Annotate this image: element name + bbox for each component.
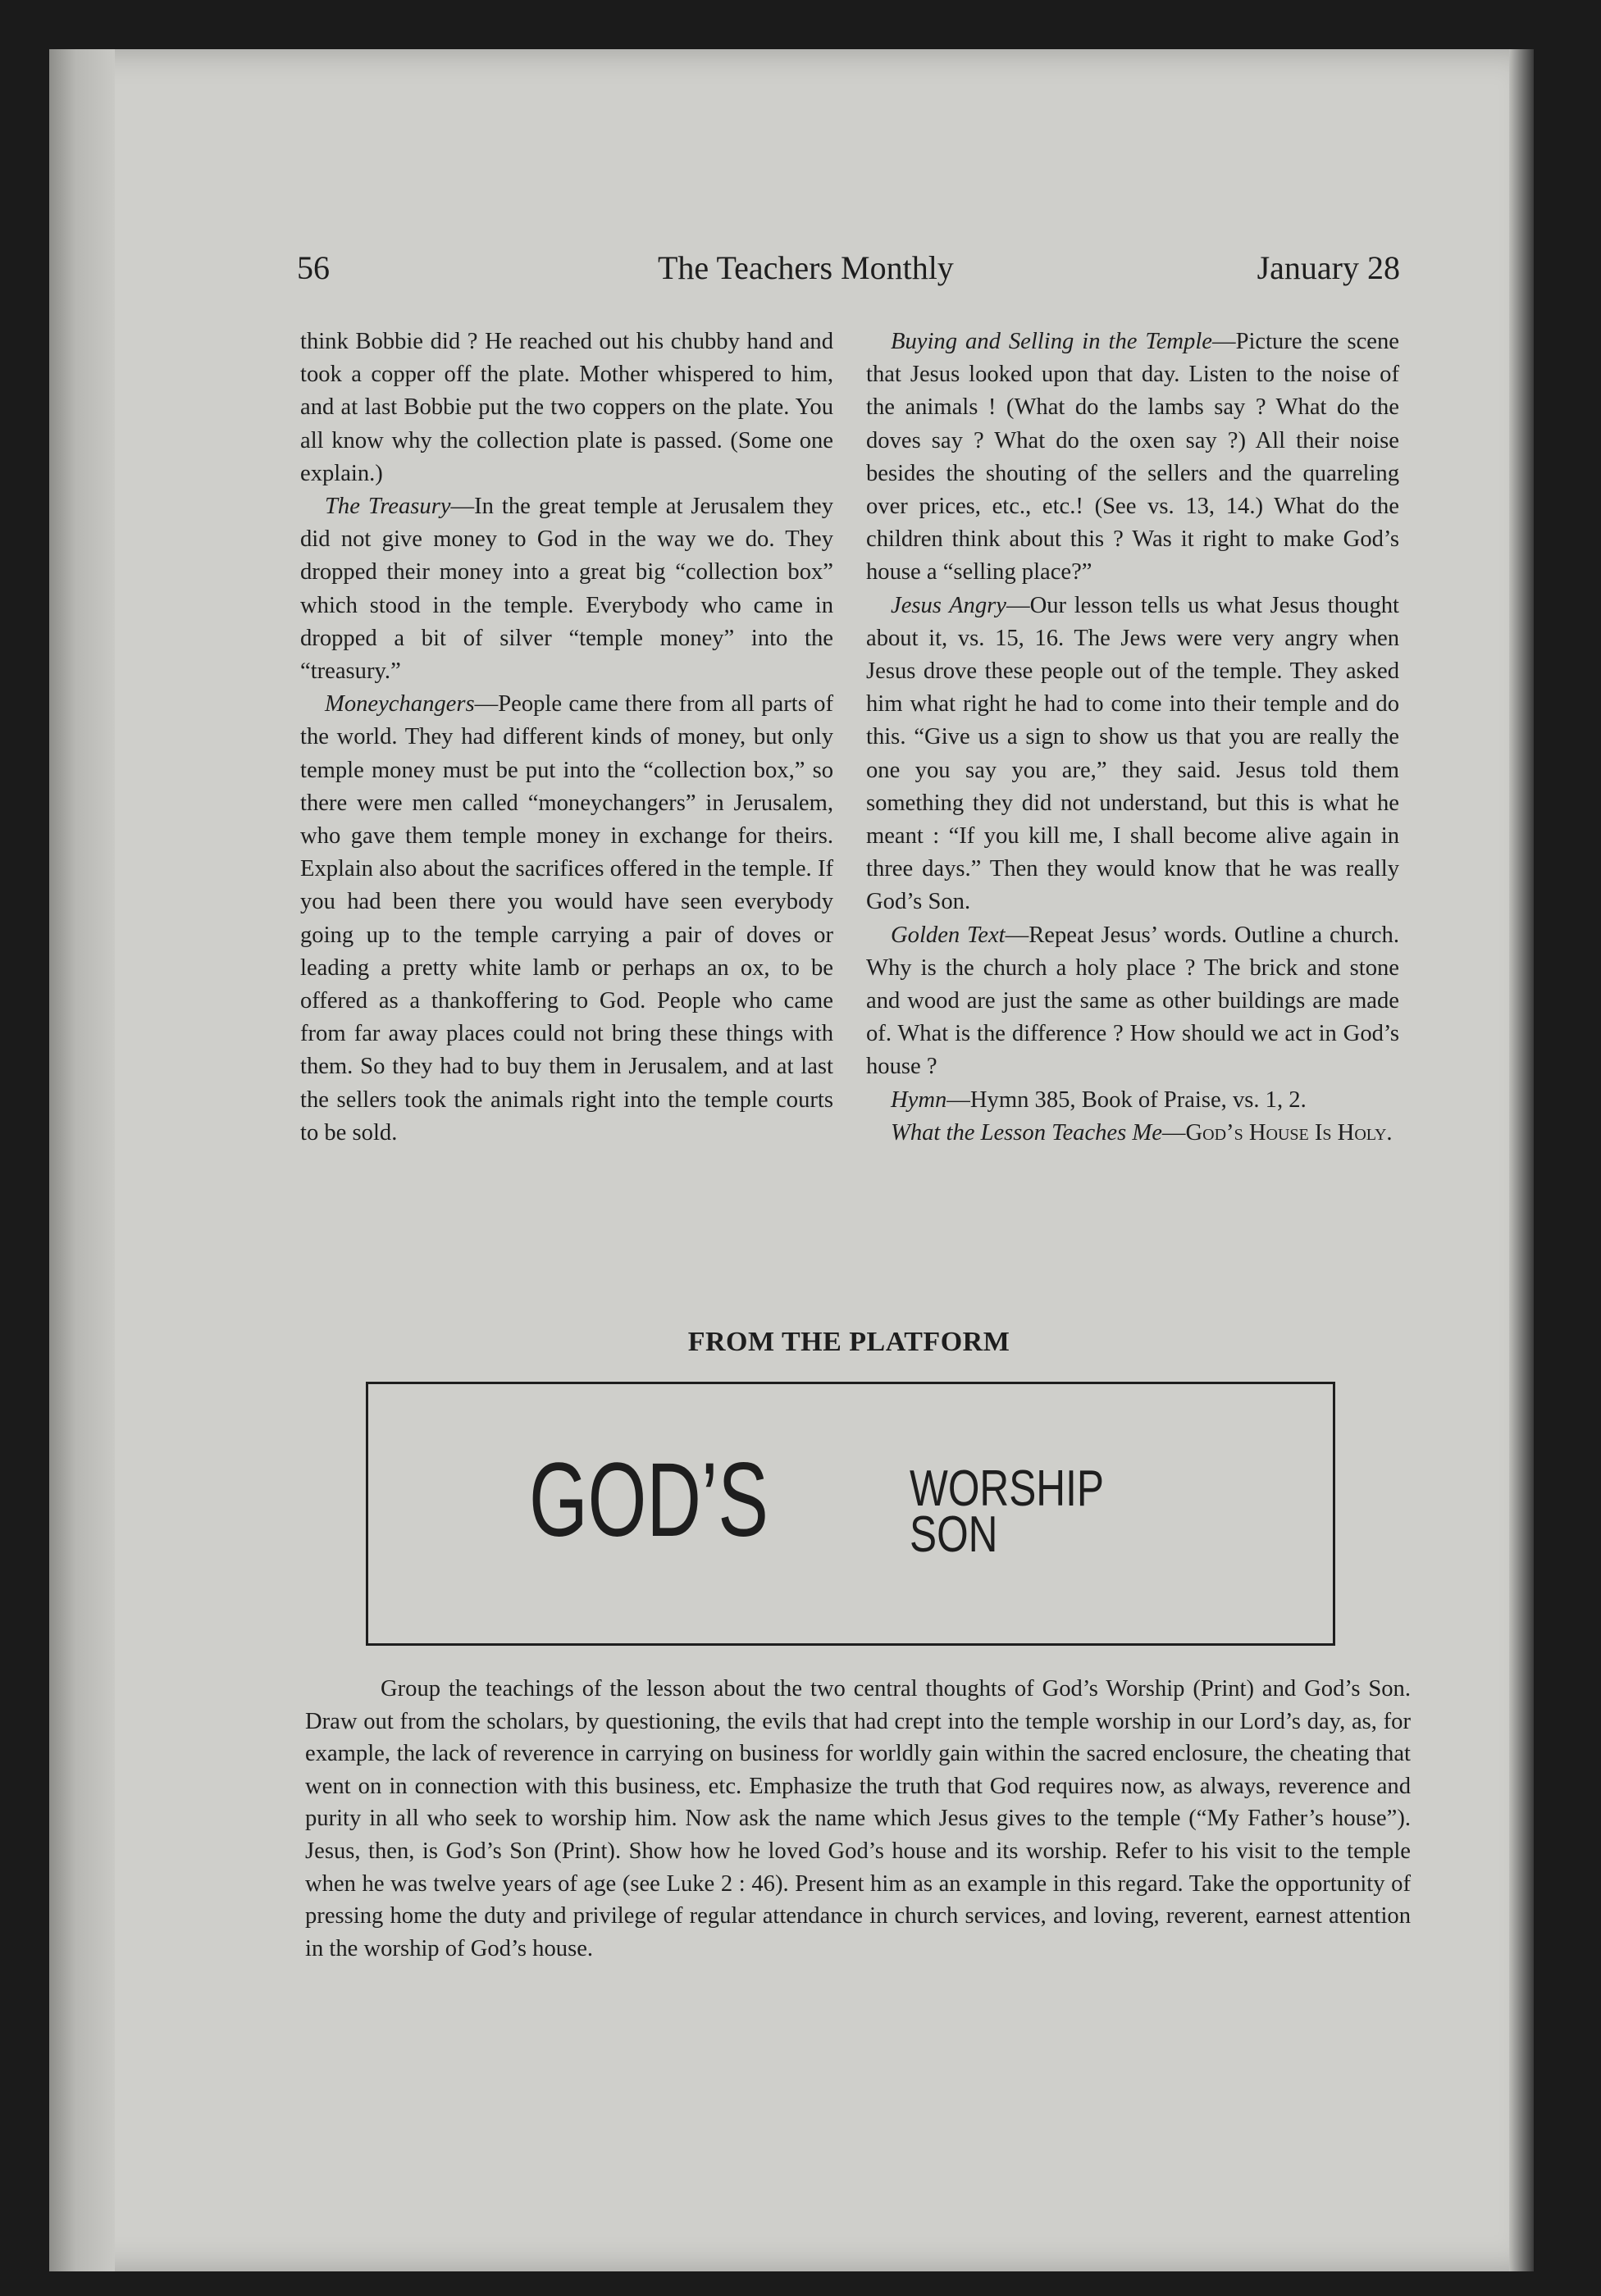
left-column	[300, 326, 833, 1150]
page-edge	[1509, 49, 1534, 2271]
paragraph-treasury	[300, 490, 833, 688]
paragraph-buying-selling	[866, 326, 1399, 590]
paragraph-lead: Hymn	[891, 1086, 947, 1113]
paragraph-lead: Jesus Angry	[891, 592, 1006, 618]
platform-instructions	[305, 1673, 1411, 1965]
paragraph-text: —Repeat Jesus’ words. Outline a church. Why is the church a holy place ? The brick and stone and wood are just the same as other buildings are made of. What is the difference ? How should we act in God’s house ?	[866, 922, 1399, 1080]
board-big-word: GOD’S	[529, 1442, 769, 1559]
board-line-worship: WORSHIP	[910, 1460, 1104, 1517]
paragraph: Group the teachings of the lesson about the two central thoughts of God’s Worship (Print) and God’s Son. Draw out from the scholars, by questioning, the evils that had crept into the temple worship in our Lord’s day, as, for example, the lack of reverence in carrying on business for worldly gain within the sacred enclosure, the cheating that went on in connection with this business, etc. Emphasize the truth that God requires now, as always, reverence and purity in all who seek to worship him. Now ask the name which Jesus gives to the temple (“My Father’s house”). Jesus, then, is God’s Son (Print). Show how he loved God’s house and its worship. Refer to his visit to the temple when he was twelve years of age (see Luke 2 : 46). Present him as an example in this regard. Take the opportunity of pressing home the duty and privilege of regular attendance in church services, and loving, reverent, earnest attention in the worship of God’s house.	[305, 1676, 1411, 1961]
paragraph-text: —Our lesson tells us what Jesus thought about it, vs. 15, 16. The Jews were very angry when Jesus drove these people out of the temple. They asked him what right he had to come into their temple and do this. “Give us a sign to show us that you are really the one you say you are,” they said. Jesus told them something they did not understand, but this is what he meant : “If you kill me, I shall become alive again in three days.” Then they would know that he was really God’s Son.	[866, 592, 1399, 915]
paragraph-hymn	[866, 1084, 1399, 1117]
paragraph: think Bobbie did ? He reached out his chubby hand and took a copper off the plate. Mother whispered to him, and at last Bobbie put the two coppers on the plate. You all know why the collection plate is passed. (Some one explain.)	[300, 329, 833, 486]
paragraph-text: —People came there from all parts of the world. They had different kinds of money, but only temple money must be put into the “collection box,” so there were men called “moneychangers” in Jerusalem, who gave them temple money in exchange for theirs. Explain also about the sacrifices offered in the temple. If you had been there you would have seen everybody going up to the temple carrying a pair of doves or leading a pretty white lamb or perhaps an ox, to be offered as a thankoffering to God. People who came from far away places could not bring these things with them. So they had to buy them in Jerusalem, and at last the sellers took the animals right into the temple courts to be sold.	[300, 691, 833, 1146]
running-header	[297, 248, 1400, 289]
paragraph-text: —Hymn 385, Book of Praise, vs. 1, 2.	[946, 1086, 1307, 1113]
paragraph-lead: Golden Text	[891, 922, 1006, 948]
paragraph-text: —Picture the scene that Jesus looked upon that day. Listen to the noise of the animals ! (What do the lambs say ? What do the doves say ? What do the oxen say ?) All their noise besides the shouting of the sellers and the quarreling over prices, etc., etc.! (See vs. 13, 14.) What do the children think about this ? Was it right to make God’s house a “selling place?”	[866, 329, 1399, 585]
board-stacked-words	[910, 1460, 1104, 1563]
issue-date: January 28	[1257, 249, 1400, 286]
book-spine	[49, 49, 115, 2271]
paragraph-text: —In the great temple at Jerusalem they did not give money to God in the way we do. They dropped their money into a great big “collection box” which stood in the temple. Everybody who came in dropped a bit of silver “temple money” into the “treasury.”	[300, 494, 833, 685]
paragraph-lead: What the Lesson Teaches Me	[891, 1119, 1162, 1146]
paragraph-lesson-teaches	[866, 1117, 1399, 1150]
paragraph-lead: The Treasury	[325, 494, 451, 520]
paragraph-jesus-angry	[866, 590, 1399, 919]
journal-title: The Teachers Monthly	[658, 249, 954, 286]
paragraph-lead: Buying and Selling in the Temple	[891, 329, 1212, 354]
platform-heading: FROM THE PLATFORM	[687, 1327, 1010, 1357]
page-number: 56	[297, 249, 330, 286]
paragraph-golden-text	[866, 919, 1399, 1084]
paragraph-moneychangers	[300, 688, 833, 1150]
board-line-son: SON	[910, 1506, 998, 1563]
paragraph-lead: Moneychangers	[325, 691, 475, 718]
blackboard-diagram	[366, 1382, 1335, 1646]
right-column	[866, 326, 1399, 1150]
paragraph-text: —God’s House Is Holy.	[1161, 1119, 1393, 1146]
